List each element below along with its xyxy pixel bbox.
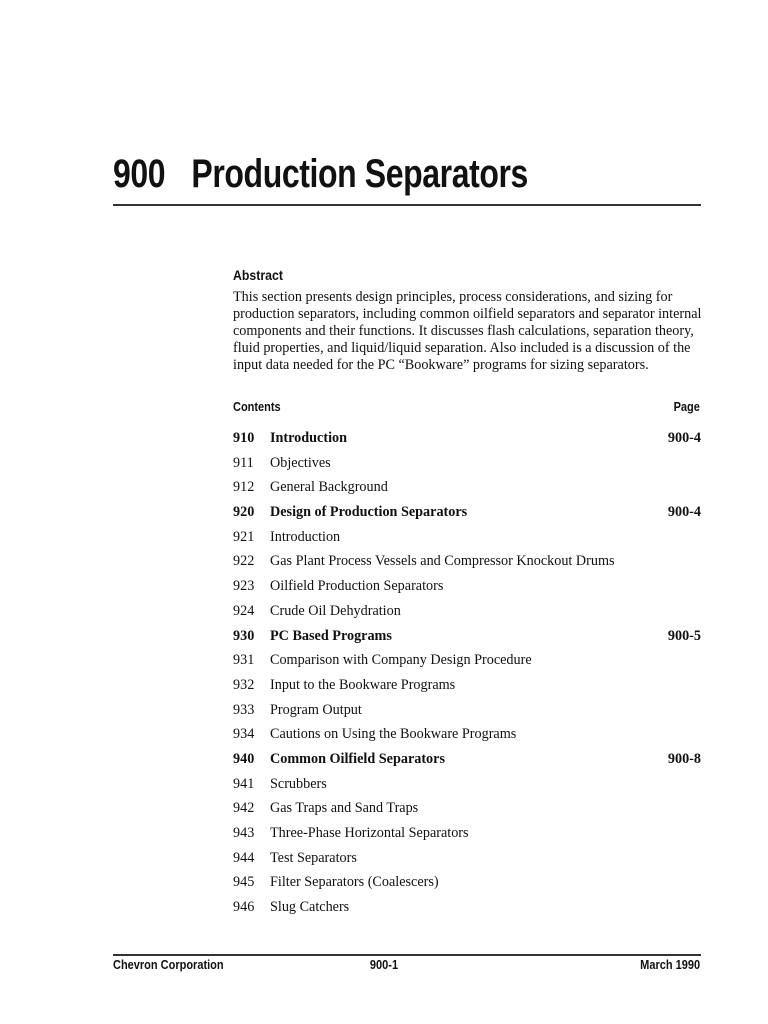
- toc-number: 911: [233, 454, 254, 471]
- toc-row: [233, 823, 701, 848]
- toc-row: [233, 428, 701, 453]
- toc-row: [233, 675, 701, 700]
- footer-rule: [113, 954, 701, 956]
- toc-row: [233, 502, 701, 527]
- toc-number: 941: [233, 775, 255, 792]
- toc-number: 943: [233, 825, 255, 841]
- toc-row: [233, 601, 701, 626]
- toc-number: 910: [233, 430, 255, 446]
- toc-number: 944: [233, 849, 255, 866]
- toc-number: 931: [233, 652, 255, 669]
- toc-row: [233, 848, 701, 873]
- toc-number: 923: [233, 578, 255, 595]
- toc-title: Oilfield Production Separators: [270, 578, 444, 595]
- toc-row: [233, 527, 701, 552]
- toc-title: Gas Traps and Sand Traps: [270, 800, 419, 817]
- abstract-heading: Abstract: [233, 267, 283, 283]
- toc-title: Objectives: [270, 454, 331, 471]
- toc-title: Introduction: [270, 528, 341, 545]
- toc-page: 900-5: [667, 627, 701, 644]
- section-number: 900: [113, 152, 166, 196]
- toc-row: [233, 626, 701, 651]
- toc-number: 934: [233, 726, 255, 743]
- toc-number: 922: [233, 553, 255, 570]
- toc-title: Program Output: [270, 701, 362, 718]
- toc-title: Introduction: [270, 430, 347, 446]
- toc-row: [233, 724, 701, 749]
- toc-number: 946: [233, 899, 255, 916]
- toc-number: 930: [233, 627, 255, 644]
- toc-title: Comparison with Company Design Procedure: [270, 652, 532, 669]
- abstract-body: This section presents design principles, process considerations, and sizing for production separators, including common oilfield separators and separator internal components and their functions. It discusses flash calculations, separation theory, fluid properties, and liquid/liquid separation. Also included is a discussion of the input data needed for the PC “Bookware” programs for sizing separators.: [233, 289, 702, 373]
- toc-row: [233, 749, 701, 774]
- toc-row: [233, 897, 701, 922]
- toc-title: Crude Oil Dehydration: [270, 602, 401, 619]
- toc-title: Gas Plant Process Vessels and Compressor Knockout Drums: [270, 553, 615, 570]
- toc-row: [233, 551, 701, 576]
- toc-title: General Background: [270, 479, 388, 496]
- toc-title: Design of Production Separators: [270, 504, 468, 521]
- toc-title: Test Separators: [270, 849, 357, 866]
- toc-row: [233, 774, 701, 799]
- toc-title: Input to the Bookware Programs: [270, 676, 456, 693]
- section-title: Production Separators: [191, 152, 528, 196]
- toc-number: 924: [233, 602, 255, 619]
- footer-date: March 1990: [640, 958, 700, 972]
- toc-number: 942: [233, 800, 255, 817]
- toc-number: 932: [233, 676, 255, 693]
- page-title: [113, 152, 528, 197]
- toc-title: Scrubbers: [270, 775, 327, 792]
- contents-heading: Contents: [233, 400, 281, 414]
- toc-row: [233, 576, 701, 601]
- toc-row: [233, 798, 701, 823]
- toc-number: 945: [233, 874, 255, 891]
- toc-row: [233, 477, 701, 502]
- toc-title: PC Based Programs: [270, 627, 392, 644]
- toc-row: [233, 650, 701, 675]
- toc-title: Three-Phase Horizontal Separators: [270, 825, 469, 841]
- toc-number: 920: [233, 504, 255, 521]
- toc-number: 912: [233, 479, 255, 496]
- toc-number: 940: [233, 750, 255, 767]
- table-of-contents: [233, 428, 701, 922]
- toc-row: [233, 700, 701, 725]
- toc-page: 900-8: [667, 750, 701, 767]
- page-heading: Page: [673, 400, 700, 414]
- toc-title: Cautions on Using the Bookware Programs: [270, 726, 517, 743]
- toc-row: [233, 872, 701, 897]
- toc-number: 921: [233, 528, 255, 545]
- footer-page-number: 900-1: [369, 958, 399, 972]
- title-rule: [113, 204, 701, 206]
- footer-company: Chevron Corporation: [113, 958, 224, 972]
- toc-page: 900-4: [667, 430, 701, 446]
- toc-row: [233, 453, 701, 478]
- toc-page: 900-4: [667, 504, 701, 521]
- toc-title: Slug Catchers: [270, 899, 350, 916]
- toc-title: Filter Separators (Coalescers): [270, 874, 439, 891]
- toc-number: 933: [233, 701, 255, 718]
- toc-title: Common Oilfield Separators: [270, 750, 445, 767]
